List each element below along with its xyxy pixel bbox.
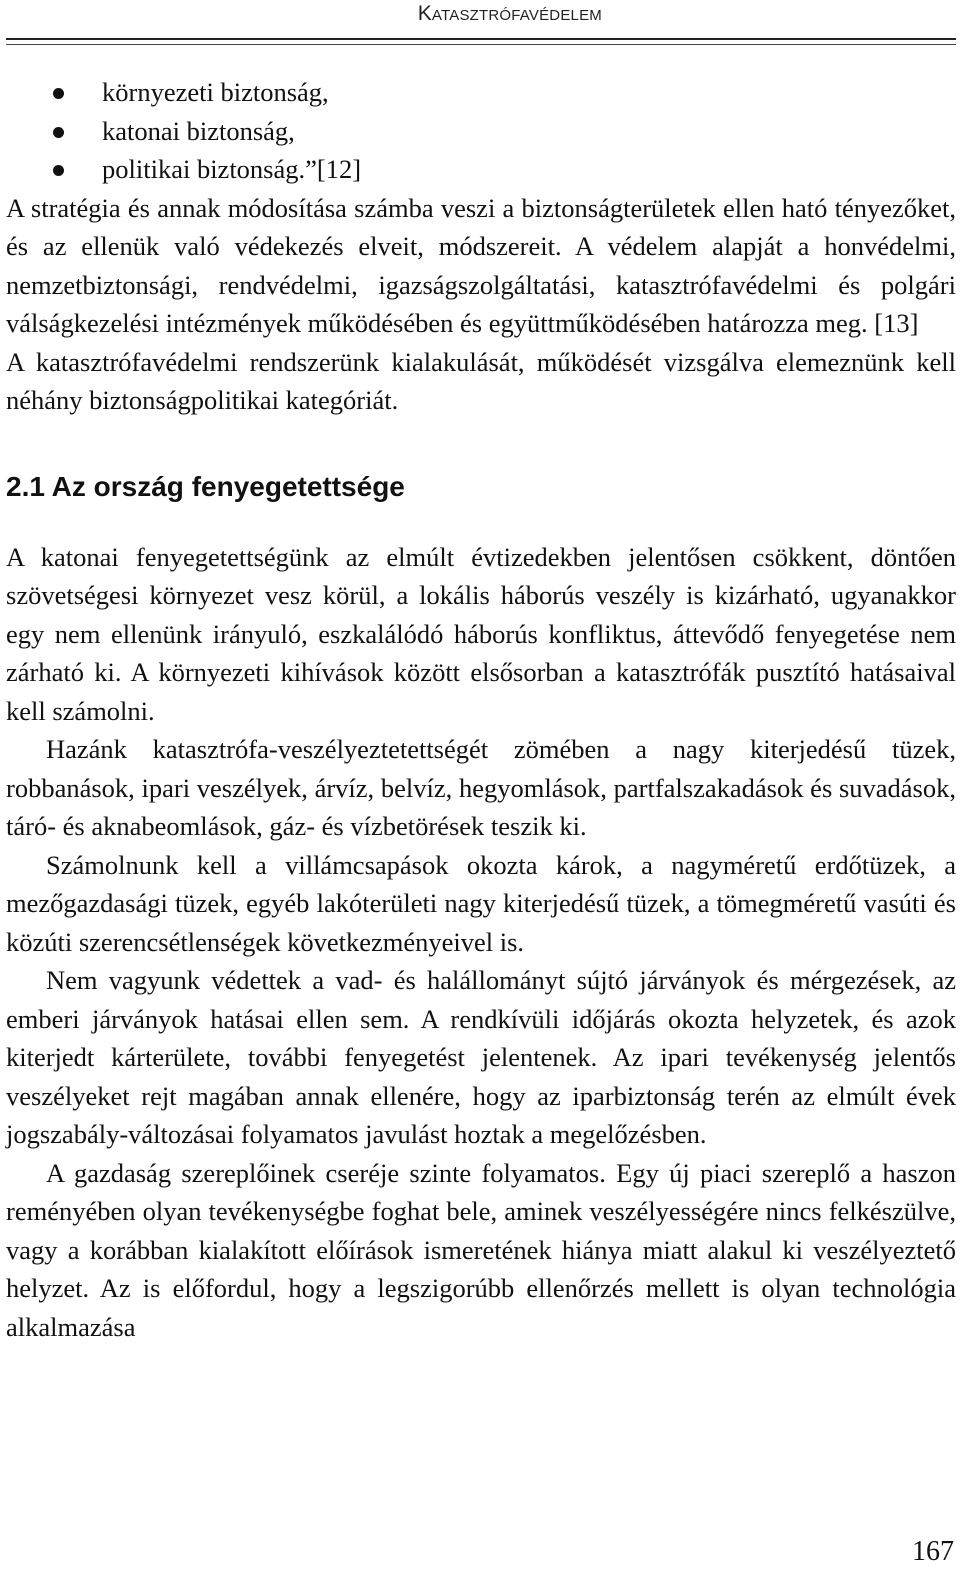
bullet-list (6, 73, 956, 189)
paragraph: A katonai fenyegetettségünk az elmúlt évtizedekben jelentősen csökkent, döntően szövetségesi környezet vesz körül, a lokális háborús veszély is kizárható, ugyanakkor egy nem ellenünk irányuló, eszkalálódó háborús konfliktus, áttevődő fenyegetése nem zárható ki. A környezeti kihívások között elsősorban a katasztrófák pusztító hatásaival kell számolni. (6, 541, 956, 726)
bullet-dot-icon (53, 88, 64, 99)
header-rule-secondary (6, 44, 956, 45)
paragraph: A gazdaság szereplőinek cseréje szinte folyamatos. Egy új piaci szereplő a haszon reményében olyan tevékenységbe foghat bele, aminek veszélyességére nincs felkészülve, vagy a korábban kialakított előírások ismeretének hiánya miatt alakul ki veszélyeztető helyzet. Az is előfordul, hogy a legszigorúbb ellenőrzés mellett is olyan technológia alkalmazása (6, 1157, 956, 1342)
page-number: 167 (912, 1536, 954, 1567)
bullet-dot-icon (53, 165, 64, 176)
bullet-dot-icon (53, 127, 64, 138)
page-body (6, 73, 956, 1346)
bullet-text: környezeti biztonság, (102, 77, 329, 107)
section-heading: 2.1 Az ország fenyegetettsége (6, 470, 405, 502)
bullet-item (6, 150, 956, 189)
bullet-item (6, 73, 956, 112)
bullet-text: katonai biztonság, (102, 115, 295, 146)
bullet-text: politikai biztonság.”[12] (102, 154, 362, 184)
paragraph: Nem vagyunk védettek a vad- és halállományt sújtó járványok és mérgezések, az emberi járványok hatásai ellen sem. A rendkívüli időjárás okozta helyzetek, és azok kiterjedt kárterülete, további fenyegetést jelentenek. Az ipari tevékenység jelentős veszélyeket rejt magában annak ellenére, hogy az iparbiztonság terén az elmúlt évek jogszabály-változásai folyamatos javulást hoztak a megelőzésben. (6, 965, 956, 1149)
running-header-title: Katasztrófavédelem (417, 2, 602, 25)
header-rule (6, 38, 956, 40)
paragraph: A stratégia és annak módosítása számba veszi a biztonságterületek ellen ható tényezőket, és az ellenük való védekezés elveit, módszereit. A védelem alapját a honvédelmi, nemzetbiztonsági, rendvédelmi, igazságszolgáltatási, katasztrófavédelmi és polgári válságkezelési intézmények működésében és együttműködésében határozza meg. [13] (6, 192, 956, 338)
paragraph: A katasztrófavédelmi rendszerünk kialakulását, működését vizsgálva elemeznünk kell néhány biztonságpolitikai kategóriát. (6, 346, 956, 415)
bullet-item (6, 112, 956, 151)
paragraph: Számolnunk kell a villámcsapások okozta károk, a nagyméretű erdőtüzek, a mezőgazdasági tüzek, egyéb lakóterületi nagy kiterjedésű tüzek, a tömegméretű vasúti és közúti szerencsétlenségek következményeivel is. (6, 849, 956, 957)
paragraph: Hazánk katasztrófa-veszélyeztetettségét zömében a nagy kiterjedésű tüzek, robbanások, ipari veszélyek, árvíz, belvíz, hegyomlások, partfalszakadások és suvadások, táró- és aknabeomlások, gáz- és vízbetörések teszik ki. (6, 734, 956, 841)
